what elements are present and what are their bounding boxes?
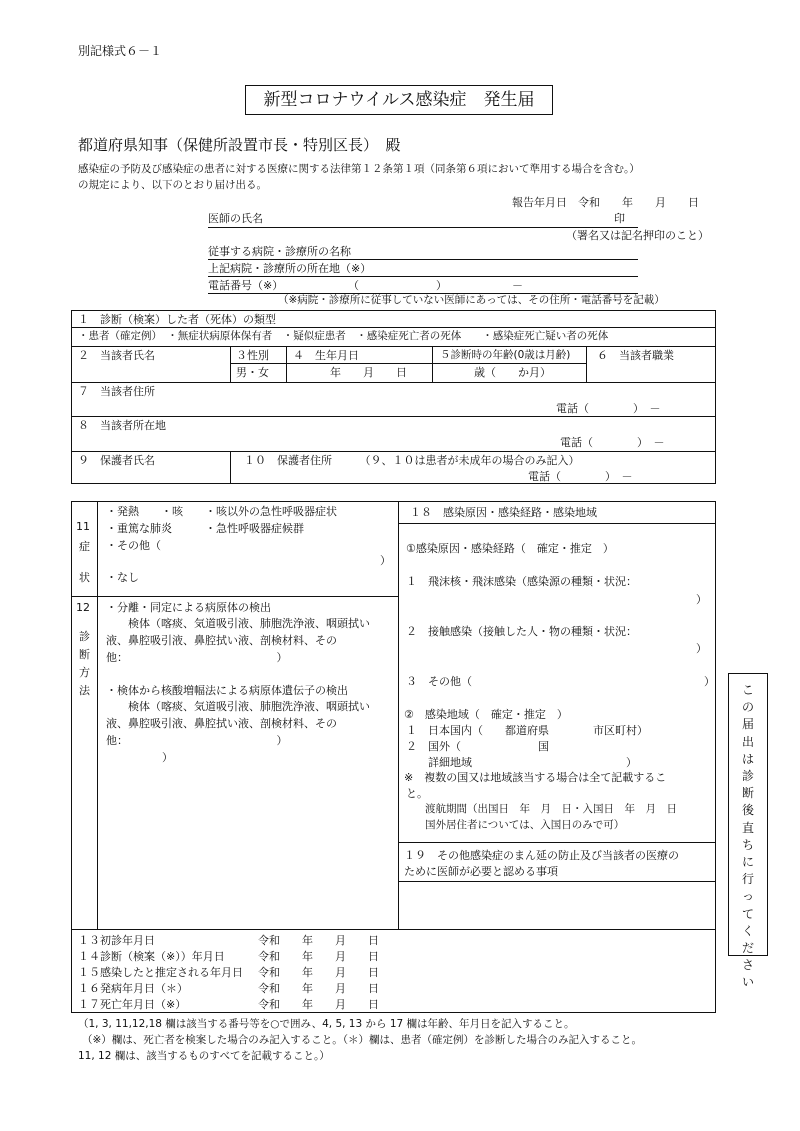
doctor-name-line[interactable] bbox=[208, 227, 638, 228]
s12-char-2: 断 bbox=[79, 648, 90, 661]
s18-route-2[interactable]: ２ 接触感染（接触した人・物の種類・状況： bbox=[406, 625, 637, 638]
s2-label: ２ 当該者氏名 bbox=[78, 349, 155, 362]
s11-line1[interactable]: ・発熱 ・咳 ・咳以外の急性呼吸器症状 bbox=[106, 505, 337, 518]
s18-route-3[interactable]: ３ その他（ bbox=[406, 675, 472, 688]
s18-area-note-2: と。 bbox=[406, 787, 428, 800]
s6-label: ６ 当該者職業 bbox=[597, 349, 674, 362]
preamble-line-2: の規定により、以下のとおり届け出る。 bbox=[78, 179, 267, 191]
s7-label: ７ 当該者住所 bbox=[78, 385, 155, 398]
s19-label-2: ために医師が必要と認める事項 bbox=[404, 865, 558, 878]
s18-travel-note: 国外居住者については、入国日のみで可） bbox=[404, 819, 625, 831]
date-14-label: １４診断（検案（※））年月日 bbox=[78, 950, 225, 963]
s1-options[interactable]: ・患者（確定例） ・無症状病原体保有者 ・疑似症患者 ・感染症死亡者の死体 ・感染症死亡疑い者の死体 bbox=[78, 330, 609, 342]
addressee: 都道府県知事（保健所設置市長・特別区長） 殿 bbox=[78, 136, 401, 154]
footnote-1: （1, 3, 11,12,18 欄は該当する番号等を○で囲み、4, 5, 13 から 17 欄は年齢、年月日を記入すること。 bbox=[78, 1018, 575, 1030]
phone-paren: （ ） bbox=[348, 279, 447, 292]
s18-area-2[interactable]: ２ 国外（ 国 bbox=[406, 740, 549, 753]
side-note-text: この届出は診断後直ちに行ってください bbox=[741, 683, 754, 990]
seal-mark: 印 bbox=[614, 212, 625, 225]
s12-a3[interactable]: 液、鼻腔吸引液、鼻腔拭い液、剖検材料、その bbox=[106, 634, 337, 647]
s12-char-4: 法 bbox=[79, 684, 90, 697]
date-13-label: １３初診年月日 bbox=[78, 934, 155, 947]
phone-label: 電話番号（※） bbox=[208, 279, 284, 292]
s5-label: ５診断時の年齢(0歳は月齢) bbox=[440, 349, 571, 361]
form-id: 別記様式６－１ bbox=[78, 44, 163, 58]
page-title: 新型コロナウイルス感染症 発生届 bbox=[245, 85, 553, 115]
date-17-label: １７死亡年月日（※） bbox=[78, 998, 187, 1011]
date-15-value[interactable]: 令和 年 月 日 bbox=[258, 966, 379, 979]
date-15-label: １５感染したと推定される年月日 bbox=[78, 966, 243, 979]
s12-b1[interactable]: ・検体から核酸増幅法による病原体遺伝子の検出 bbox=[106, 684, 348, 697]
footnote-2: （※）欄は、死亡者を検案した場合のみ記入すること。（＊）欄は、患者（確定例）を診断した場合のみ記入すること。 bbox=[82, 1034, 643, 1046]
s8-label: ８ 当該者所在地 bbox=[78, 419, 166, 432]
s12-b5: ） bbox=[162, 751, 173, 764]
s4-label: ４ 生年月日 bbox=[293, 349, 359, 362]
phone-dash: － bbox=[512, 279, 523, 292]
s12-char-3: 方 bbox=[79, 666, 90, 679]
s12-b3[interactable]: 液、鼻腔吸引液、鼻腔拭い液、剖検材料、その bbox=[106, 717, 337, 730]
s11-line3[interactable]: ・その他（ bbox=[106, 539, 161, 552]
s12-char-1: 診 bbox=[79, 630, 90, 643]
s4-value[interactable]: 年 月 日 bbox=[330, 366, 407, 379]
s18-label: １８ 感染原因・感染経路・感染地域 bbox=[410, 506, 597, 519]
s8-phone[interactable]: 電話（ ） － bbox=[560, 436, 665, 449]
s18-route-2-close: ） bbox=[696, 642, 707, 655]
s3-label: ３性別 bbox=[236, 349, 269, 362]
hospital-address-label: 上記病院・診療所の所在地（※） bbox=[208, 262, 372, 275]
report-date: 報告年月日 令和 年 月 日 bbox=[512, 196, 699, 209]
s18-area-note: ※ 複数の国又は地域該当する場合は全て記載するこ bbox=[404, 771, 667, 784]
hospital-note: （※病院・診療所に従事していない医師にあっては、その住所・電話番号を記載） bbox=[278, 294, 665, 306]
s18-area[interactable]: ② 感染地域（ 確定・推定 ） bbox=[404, 708, 568, 721]
hospital-name-line[interactable] bbox=[208, 259, 638, 260]
s11-line4[interactable]: ・なし bbox=[106, 571, 139, 584]
s18-route[interactable]: ①感染原因・感染経路（ 確定・推定 ） bbox=[406, 542, 614, 555]
date-16-label: １６発病年月日（＊） bbox=[78, 982, 188, 995]
s12-b4[interactable]: 他： ） bbox=[106, 734, 288, 747]
s12-b2[interactable]: 検体（喀痰、気道吸引液、肺胞洗浄液、咽頭拭い bbox=[106, 700, 370, 713]
date-14-value[interactable]: 令和 年 月 日 bbox=[258, 950, 379, 963]
s9-label: ９ 保護者氏名 bbox=[78, 454, 155, 467]
s10-label: １０ 保護者住所 （９、１０は患者が未成年の場合のみ記入） bbox=[244, 454, 580, 467]
s11-char-2: 状 bbox=[79, 571, 90, 584]
hospital-address-line[interactable] bbox=[208, 276, 638, 277]
footnote-3: 11, 12 欄は、該当するものすべてを記載すること。） bbox=[78, 1050, 330, 1062]
s18-route-1-close: ） bbox=[696, 593, 707, 606]
s18-area-3[interactable]: 詳細地域 ） bbox=[406, 756, 637, 769]
s12-a1[interactable]: ・分離・同定による病原体の検出 bbox=[106, 601, 271, 614]
s12-a2[interactable]: 検体（喀痰、気道吸引液、肺胞洗浄液、咽頭拭い bbox=[106, 617, 370, 630]
side-note-box bbox=[728, 673, 768, 990]
seal-note: （署名又は記名押印のこと） bbox=[566, 229, 709, 242]
s5-value[interactable]: 歳（ か月） bbox=[474, 366, 551, 379]
date-17-value[interactable]: 令和 年 月 日 bbox=[258, 998, 379, 1011]
s18-route-1[interactable]: １ 飛沫核・飛沫感染（感染源の種類・状況： bbox=[406, 575, 637, 588]
s11-char-1: 症 bbox=[79, 540, 90, 553]
s1-label: １ 診断（検案）した者（死体）の類型 bbox=[78, 313, 276, 326]
doctor-name-label: 医師の氏名 bbox=[208, 212, 263, 225]
s18-route-3-close: ） bbox=[704, 675, 715, 688]
s18-area-1[interactable]: １ 日本国内（ 都道府県 市区町村） bbox=[406, 724, 648, 737]
s12-num: 12 bbox=[76, 601, 90, 614]
date-13-value[interactable]: 令和 年 月 日 bbox=[258, 934, 379, 947]
s3-value[interactable]: 男・女 bbox=[236, 366, 269, 379]
s10-phone[interactable]: 電話（ ） － bbox=[528, 470, 633, 483]
hospital-name-label: 従事する病院・診療所の名称 bbox=[208, 245, 351, 258]
s12-a4[interactable]: 他： ） bbox=[106, 651, 288, 664]
s11-line2[interactable]: ・重篤な肺炎 ・急性呼吸器症候群 bbox=[106, 522, 304, 535]
s7-phone[interactable]: 電話（ ） － bbox=[556, 402, 661, 415]
s11-close: ） bbox=[380, 554, 391, 567]
date-16-value[interactable]: 令和 年 月 日 bbox=[258, 982, 379, 995]
s18-travel-period[interactable]: 渡航期間（出国日 年 月 日・入国日 年 月 日 bbox=[404, 803, 677, 815]
preamble-line-1: 感染症の予防及び感染症の患者に対する医療に関する法律第１２条第１項（同条第６項において準用する場合を含む。） bbox=[78, 163, 640, 175]
s19-label-1: １９ その他感染症のまん延の防止及び当該者の医療の bbox=[404, 849, 679, 862]
s11-num: 11 bbox=[76, 520, 90, 533]
